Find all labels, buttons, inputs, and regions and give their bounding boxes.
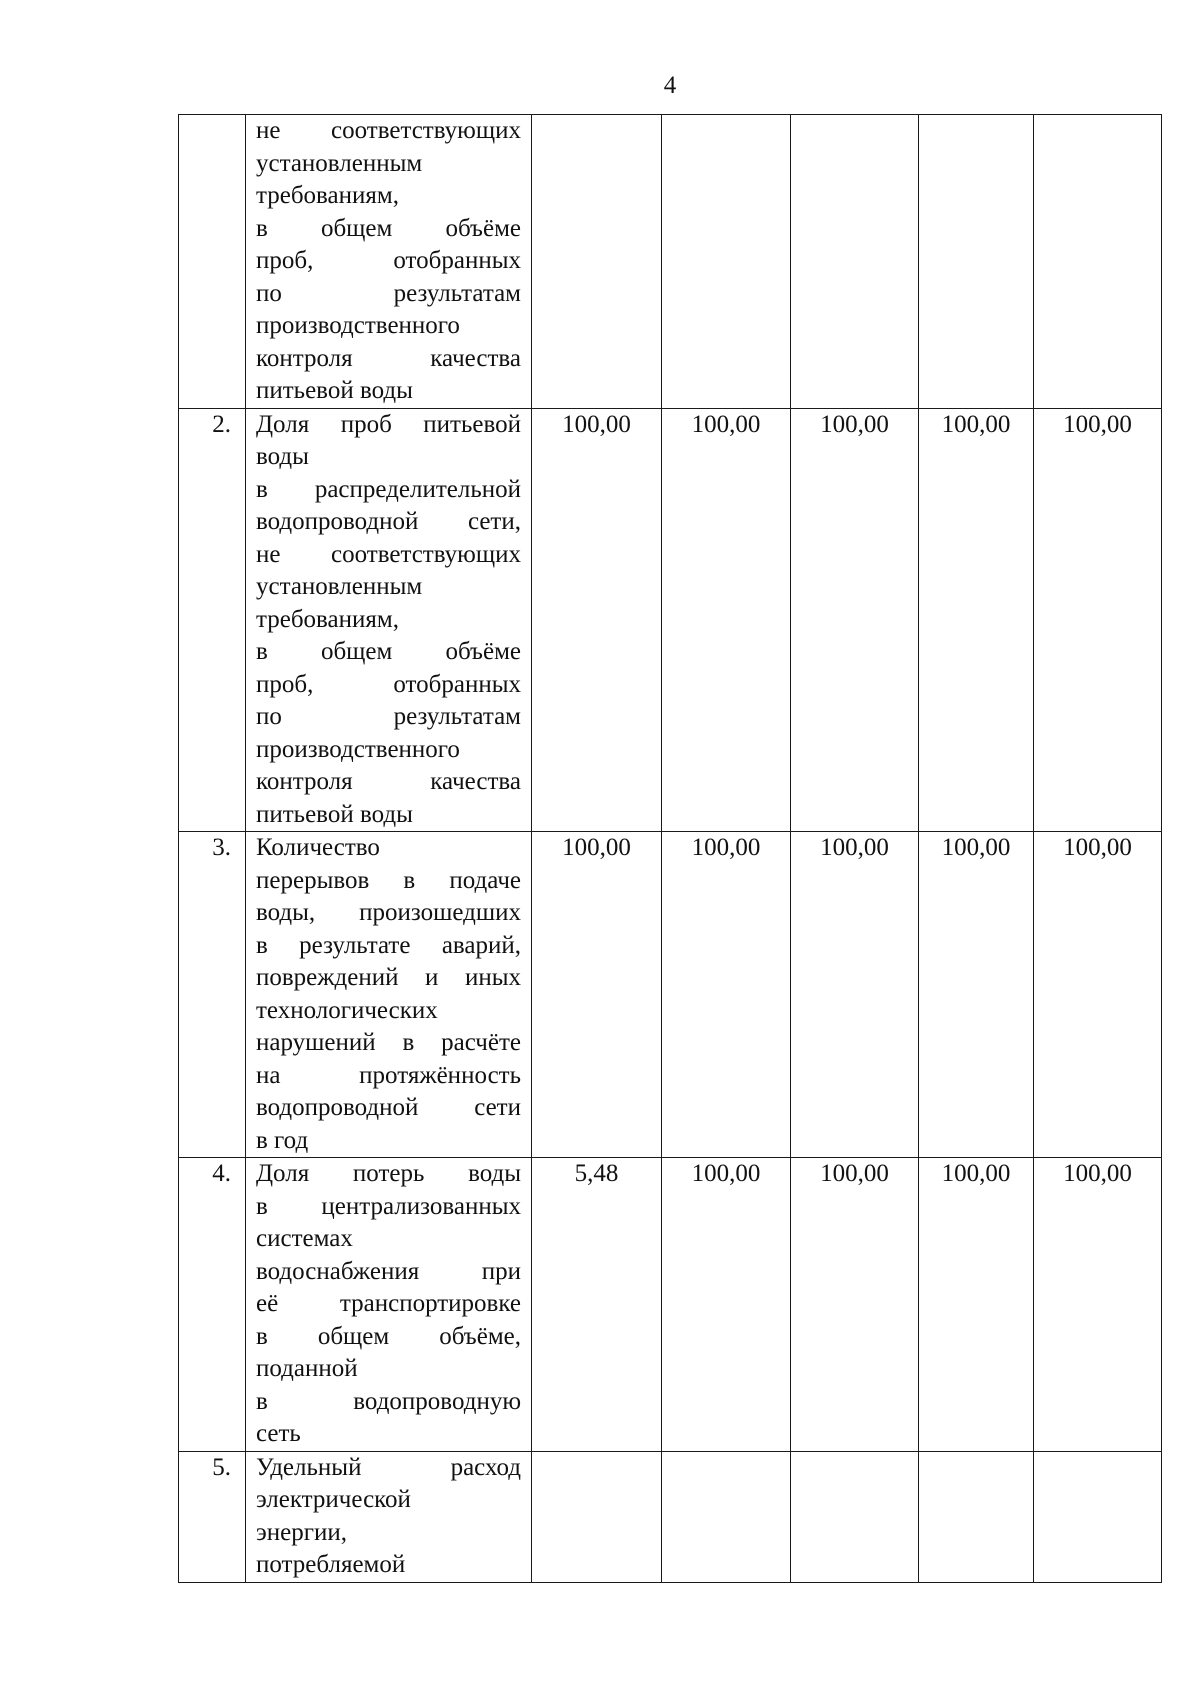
row-number-cell: 4.: [179, 1158, 246, 1452]
indicator-text-line: [256, 1549, 521, 1582]
table-row: [179, 832, 1162, 1158]
indicator-word: водопроводную: [353, 1387, 521, 1415]
value-cell-4: [919, 115, 1034, 409]
indicator-text-line: [256, 669, 521, 702]
indicator-text-line: [256, 1191, 521, 1224]
indicator-word: её: [256, 1290, 279, 1317]
indicator-text-line: [256, 278, 521, 311]
indicator-word: качества: [430, 344, 521, 372]
indicator-word: в: [256, 475, 268, 503]
indicator-word: в: [403, 866, 416, 894]
indicator-text-line: [256, 343, 521, 376]
value-cell-1: 100,00: [532, 832, 662, 1158]
value-cell-4: 100,00: [919, 1158, 1034, 1452]
indicator-word: транспортировке: [339, 1290, 521, 1317]
indicator-word: воды: [256, 443, 309, 470]
indicator-word: распределительной: [314, 475, 521, 503]
indicator-word: отобранных: [393, 670, 521, 698]
indicator-text-line: [256, 375, 521, 408]
indicator-word: повреждений: [256, 964, 399, 991]
indicator-text-line: [256, 180, 521, 213]
value-cell-2: 100,00: [662, 832, 791, 1158]
indicator-word: и: [425, 964, 439, 991]
indicator-word: по: [256, 279, 282, 307]
indicator-text-line: [256, 1386, 521, 1419]
indicator-text-line: [256, 766, 521, 799]
indicator-text-line: [256, 571, 521, 604]
indicator-text-line: [256, 1092, 521, 1125]
value-cell-2: [662, 1451, 791, 1582]
indicator-word: контроля: [256, 344, 353, 372]
indicator-word: на: [256, 1061, 281, 1089]
indicators-table: [178, 114, 1162, 1583]
indicator-word: производственного: [256, 312, 460, 339]
value-cell-3: 100,00: [791, 832, 919, 1158]
indicator-word: требованиям,: [256, 182, 399, 209]
value-cell-5: 100,00: [1034, 832, 1162, 1158]
indicator-text-line: [256, 245, 521, 278]
indicator-text-line: [256, 734, 521, 767]
indicator-word: результатам: [393, 279, 521, 307]
indicator-text-line: [256, 1223, 521, 1256]
indicator-text-line: [256, 1027, 521, 1060]
indicator-text-line: [256, 799, 521, 832]
indicator-text-line: [256, 701, 521, 734]
indicator-text-line: [256, 148, 521, 181]
value-cell-3: 100,00: [791, 408, 919, 832]
value-cell-3: 100,00: [791, 1158, 919, 1452]
indicator-text-line: [256, 539, 521, 572]
indicator-word: в: [402, 1029, 415, 1056]
indicator-word: водопроводной: [256, 508, 419, 535]
indicator-word: сети: [474, 1094, 521, 1121]
indicator-text-line: [256, 115, 521, 148]
table-row: [179, 1158, 1162, 1452]
table-row: [179, 408, 1162, 832]
table-body: [179, 115, 1162, 1583]
indicator-word: общем: [317, 1322, 390, 1350]
indicator-word: объёме,: [439, 1322, 521, 1350]
indicator-name-cell: [246, 832, 532, 1158]
indicator-word: в: [256, 931, 268, 959]
indicator-name-cell: [246, 408, 532, 832]
indicator-word: потребляемой: [256, 1551, 406, 1578]
row-number-cell: 2.: [179, 408, 246, 832]
indicator-word: соответствующих: [331, 117, 521, 144]
value-cell-5: 100,00: [1034, 1158, 1162, 1452]
indicator-text-line: [256, 995, 521, 1028]
indicator-word: общем: [320, 638, 393, 665]
indicator-name-cell: [246, 1451, 532, 1582]
value-cell-2: 100,00: [662, 1158, 791, 1452]
indicator-word: водоснабжения: [256, 1257, 420, 1285]
indicator-text-line: [256, 1158, 521, 1191]
indicator-text-line: [256, 604, 521, 637]
indicator-word: сеть: [256, 1420, 301, 1447]
indicator-word: перерывов: [256, 866, 370, 894]
indicator-word: Доля: [256, 410, 310, 438]
indicator-word: Доля: [256, 1160, 310, 1187]
indicator-word: при: [481, 1257, 521, 1285]
indicator-word: воды,: [256, 899, 316, 926]
indicator-word: установленным: [256, 573, 423, 600]
indicator-word: поданной: [256, 1355, 358, 1382]
value-cell-1: [532, 115, 662, 409]
indicator-word: электрической: [256, 1486, 411, 1513]
value-cell-3: [791, 115, 919, 409]
indicator-text-line: [256, 1288, 521, 1321]
indicator-word: в: [256, 638, 268, 665]
indicator-word: не: [256, 540, 281, 568]
indicator-word: системах: [256, 1225, 353, 1252]
indicator-word: результате: [299, 931, 411, 959]
indicator-name-cell: [246, 1158, 532, 1452]
indicator-text-line: [256, 213, 521, 246]
indicator-name-cell: [246, 115, 532, 409]
row-number-cell: 3.: [179, 832, 246, 1158]
indicator-text-line: [256, 897, 521, 930]
indicator-word: централизованных: [321, 1192, 521, 1220]
table-row: [179, 115, 1162, 409]
indicator-word: иных: [464, 964, 521, 991]
indicator-word: воды: [468, 1160, 521, 1187]
indicator-word: требованиям,: [256, 605, 399, 633]
indicator-text-line: [256, 962, 521, 995]
indicator-text-line: [256, 1125, 521, 1158]
indicator-word: произошедших: [359, 899, 521, 926]
value-cell-1: [532, 1451, 662, 1582]
indicator-word: объёме: [445, 214, 521, 242]
indicator-text-line: [256, 409, 521, 442]
indicator-word: проб: [340, 410, 392, 438]
value-cell-1: 5,48: [532, 1158, 662, 1452]
indicator-word: расход: [450, 1453, 521, 1481]
indicator-text-line: [256, 1060, 521, 1093]
indicator-text-line: [256, 1484, 521, 1517]
table-row: [179, 1451, 1162, 1582]
indicator-word: питьевой: [423, 410, 521, 438]
indicator-word: водопроводной: [256, 1094, 419, 1121]
indicator-word: контроля: [256, 768, 353, 795]
indicator-word: протяжённость: [359, 1061, 521, 1089]
value-cell-5: [1034, 115, 1162, 409]
indicator-word: производственного: [256, 735, 460, 763]
indicator-word: объёме: [445, 638, 521, 665]
indicator-word: нарушений: [256, 1029, 376, 1056]
indicator-word: проб,: [256, 247, 314, 274]
indicator-word: результатам: [393, 703, 521, 730]
indicator-word: Количество: [256, 834, 380, 861]
indicator-word: общем: [320, 214, 393, 242]
value-cell-4: 100,00: [919, 832, 1034, 1158]
indicator-text-line: [256, 930, 521, 963]
indicator-word: не: [256, 117, 281, 144]
indicator-word: питьевой воды: [256, 800, 413, 828]
indicator-word: потерь: [352, 1160, 425, 1187]
indicator-word: проб,: [256, 670, 314, 698]
indicator-text-line: [256, 441, 521, 474]
indicator-text-line: [256, 474, 521, 507]
indicator-word: в: [256, 1387, 268, 1415]
value-cell-2: [662, 115, 791, 409]
row-number-cell: [179, 115, 246, 409]
value-cell-4: [919, 1451, 1034, 1582]
indicator-word: отобранных: [393, 247, 521, 274]
indicator-word: питьевой воды: [256, 377, 413, 404]
row-number-cell: 5.: [179, 1451, 246, 1582]
indicator-text-line: [256, 1256, 521, 1289]
indicator-word: установленным: [256, 149, 423, 177]
indicator-word: в год: [256, 1126, 309, 1154]
indicator-text-line: [256, 832, 521, 865]
indicator-text-line: [256, 1452, 521, 1485]
indicator-word: энергии,: [256, 1518, 347, 1546]
indicator-text-line: [256, 636, 521, 669]
indicator-word: сети,: [467, 508, 521, 535]
value-cell-1: 100,00: [532, 408, 662, 832]
indicator-text-line: [256, 506, 521, 539]
indicator-text-line: [256, 865, 521, 898]
indicator-word: подаче: [449, 866, 521, 894]
indicator-word: соответствующих: [331, 540, 521, 568]
indicator-text-line: [256, 1517, 521, 1550]
indicator-word: аварий,: [441, 931, 521, 959]
indicator-word: по: [256, 703, 282, 730]
value-cell-3: [791, 1451, 919, 1582]
indicator-text-line: [256, 1353, 521, 1386]
indicator-word: в: [256, 214, 268, 242]
value-cell-2: 100,00: [662, 408, 791, 832]
value-cell-5: [1034, 1451, 1162, 1582]
indicator-word: качества: [430, 768, 521, 795]
indicator-word: Удельный: [256, 1453, 362, 1481]
value-cell-5: 100,00: [1034, 408, 1162, 832]
indicator-word: в: [256, 1192, 268, 1220]
indicator-word: технологических: [256, 996, 438, 1024]
indicator-text-line: [256, 310, 521, 343]
indicator-text-line: [256, 1418, 521, 1451]
indicator-word: расчёте: [441, 1029, 521, 1056]
indicator-word: в: [256, 1322, 268, 1350]
indicator-text-line: [256, 1321, 521, 1354]
value-cell-4: 100,00: [919, 408, 1034, 832]
page-number: 4: [663, 72, 677, 99]
